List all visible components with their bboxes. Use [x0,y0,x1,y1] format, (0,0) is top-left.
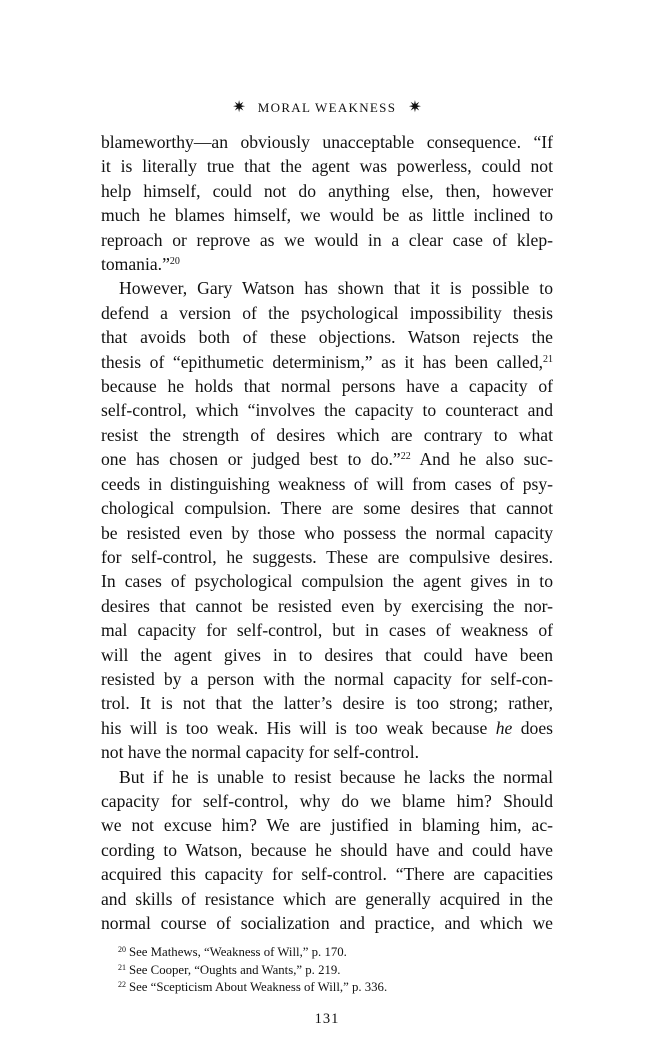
text-line [101,228,553,252]
text-line [101,594,553,618]
text-line [101,545,553,569]
text-line-content: help himself, could not do anything else, then, however [101,180,553,201]
text-line [101,765,553,789]
text-line-content: does [512,717,553,738]
emphasis: he [495,717,513,738]
footnote-text: See “Scepticism About Weakness of Will,” p. 336. [129,980,388,995]
text-line [101,398,553,422]
text-line [101,716,553,740]
star-ornament-icon: ✷ [408,99,422,116]
text-line [101,838,553,862]
footnote-number: 21 [118,962,126,972]
footnote-text: See Cooper, “Oughts and Wants,” p. 219. [129,962,341,977]
text-line [101,862,553,886]
footnote [118,962,553,979]
text-line [101,691,553,715]
footnote-reference[interactable]: 22 [400,451,411,463]
text-line-content: one has chosen or judged best to do.” [101,449,401,470]
text-line-content: that avoids both of these objections. Watson rejects the [101,327,553,348]
text-line [101,154,553,178]
text-line [101,496,553,520]
running-head-title: MORAL WEAKNESS [257,100,397,115]
text-line [101,618,553,642]
text-line-content: it is literally true that the agent was powerless, could not [101,156,553,177]
text-line-content: acquired this capacity for self-control. “There are capacities [101,864,553,885]
text-line [101,447,553,471]
book-page [101,96,553,1028]
text-line-content: resist the strength of desires which are contrary to what [101,424,553,445]
footnotes [101,944,553,996]
text-line [101,813,553,837]
text-line [101,350,553,374]
text-line-content: But if he is unable to resist because he lacks the normal [119,766,553,787]
text-line-content: not have the normal capacity for self-control. [101,742,420,763]
text-line-content: because he holds that normal persons have a capacity of [101,376,553,397]
text-line [101,569,553,593]
text-line-content: for self-control, he suggests. These are compulsive desires. [101,546,553,567]
text-line [101,203,553,227]
text-line-content: capacity for self-control, why do we blame him? Should [101,790,553,811]
text-line-content: normal course of socialization and practice, and which we [101,913,553,933]
text-line [101,740,553,764]
text-line-content: tomania.” [101,254,170,275]
text-line-content: chological compulsion. There are some desires that cannot [101,498,553,519]
text-line-content: we not excuse him? We are justified in blaming him, ac- [101,815,553,836]
footnote-number: 22 [118,980,126,990]
footnote [118,944,553,961]
body-text [101,130,553,935]
text-line [101,252,553,276]
text-line-content: be resisted even by those who possess the normal capacity [101,522,553,543]
text-line [101,276,553,300]
text-line [101,667,553,691]
footnote-text: See Mathews, “Weakness of Will,” p. 170. [129,945,347,960]
footnote-number: 20 [118,945,126,955]
text-line-content: and skills of resistance which are generally acquired in the [101,888,553,909]
text-line-content: resisted by a person with the normal capacity for self-con- [101,668,553,689]
text-line [101,789,553,813]
text-line [101,130,553,154]
text-line-content: reproach or reprove as we would in a clear case of klep- [101,229,553,250]
text-line-content: In cases of psychological compulsion the agent gives in to [101,571,553,592]
text-line-content: his will is too weak. His will is too weak because [101,717,496,738]
text-line [101,301,553,325]
text-line [101,179,553,203]
text-line-content: However, Gary Watson has shown that it is possible to [119,278,553,299]
text-line-content: defend a version of the psychological impossibility thesis [101,302,553,323]
footnote [118,979,553,996]
star-ornament-icon: ✷ [232,99,246,116]
text-line [101,325,553,349]
running-head [101,96,553,120]
footnote-reference[interactable]: 20 [169,256,180,268]
text-line [101,472,553,496]
text-line-content: trol. It is not that the latter’s desire is too strong; rather, [101,693,553,714]
text-line-content: much he blames himself, we would be as little inclined to [101,205,553,226]
text-line [101,423,553,447]
text-line [101,643,553,667]
text-line-content: And he also suc- [410,449,553,470]
text-line [101,887,553,911]
text-line-content: thesis of “epithumetic determinism,” as it has been called, [101,351,543,372]
text-line-content: desires that cannot be resisted even by exercising the nor- [101,595,553,616]
text-line [101,374,553,398]
text-line-content: self-control, which “involves the capacity to counteract and [101,400,553,421]
text-line-content: ceeds in distinguishing weakness of will from cases of psy- [101,473,553,494]
footnote-reference[interactable]: 21 [543,353,553,365]
text-line-content: will the agent gives in to desires that could have been [101,644,553,665]
text-line-content: cording to Watson, because he should have and could have [101,839,553,860]
page-number: 131 [314,1010,340,1027]
text-line-content: blameworthy—an obviously unacceptable consequence. “If [101,132,553,152]
text-line [101,521,553,545]
text-line-content: mal capacity for self-control, but in cases of weakness of [101,620,553,641]
text-line [101,911,553,935]
